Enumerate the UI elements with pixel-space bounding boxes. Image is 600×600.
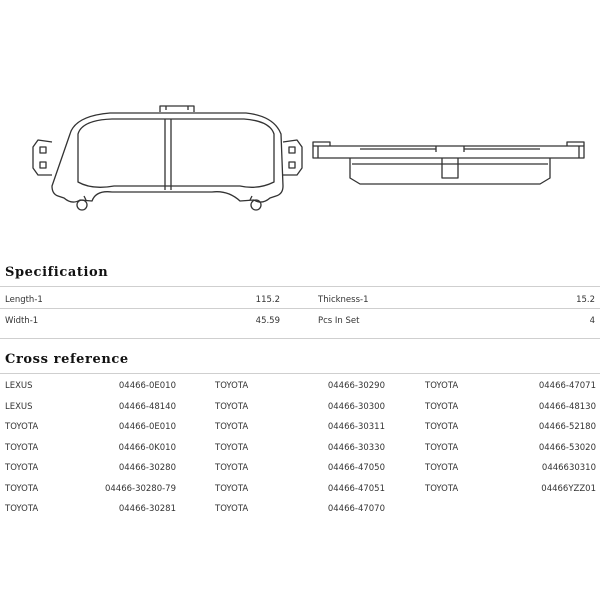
brand-name: TOYOTA (425, 463, 459, 473)
cross-reference-title: Cross reference (5, 352, 129, 367)
spec-value-width: 45.59 (255, 316, 280, 326)
divider (0, 338, 600, 339)
brand-name: TOYOTA (215, 463, 249, 473)
brand-name: TOYOTA (5, 443, 39, 453)
part-number: 04466-52180 (538, 422, 596, 432)
brand-name: TOYOTA (425, 484, 459, 494)
part-number: 04466-47051 (327, 484, 385, 494)
part-number: 04466-0E010 (118, 381, 176, 391)
brand-name: TOYOTA (425, 443, 459, 453)
part-number: 04466-30290 (327, 381, 385, 391)
brand-name: TOYOTA (215, 422, 249, 432)
brand-name: TOYOTA (425, 422, 459, 432)
divider (0, 373, 600, 374)
part-number: 04466-0K010 (118, 443, 176, 453)
spec-value-thickness: 15.2 (576, 295, 595, 305)
divider (0, 308, 600, 309)
brand-name: LEXUS (5, 381, 33, 391)
brand-name: TOYOTA (5, 463, 39, 473)
part-number: 04466-30330 (327, 443, 385, 453)
brand-name: TOYOTA (425, 381, 459, 391)
spec-value-pcs: 4 (589, 316, 595, 326)
spec-value-length: 115.2 (255, 295, 280, 305)
brand-name: TOYOTA (215, 402, 249, 412)
part-number: 04466-30280-79 (104, 484, 176, 494)
part-number: 04466-47071 (538, 381, 596, 391)
part-number: 04466-0E010 (118, 422, 176, 432)
brand-name: TOYOTA (5, 422, 39, 432)
brand-name: LEXUS (5, 402, 33, 412)
brand-name: TOYOTA (215, 504, 249, 514)
brand-name: TOYOTA (5, 504, 39, 514)
spec-label-length: Length-1 (5, 295, 43, 305)
part-number: 04466-30311 (327, 422, 385, 432)
spec-label-width: Width-1 (5, 316, 39, 326)
brake-pad-front-view (33, 106, 302, 210)
specification-title: Specification (5, 265, 109, 280)
brake-pad-side-view (313, 142, 584, 184)
brand-name: TOYOTA (425, 402, 459, 412)
part-number: 0446630310 (541, 463, 596, 473)
spec-label-pcs: Pcs In Set (318, 316, 360, 326)
part-number: 04466-30300 (327, 402, 385, 412)
part-number: 04466YZZ01 (541, 484, 596, 494)
brake-pad-drawing (0, 0, 600, 240)
brand-name: TOYOTA (215, 381, 249, 391)
brand-name: TOYOTA (5, 484, 39, 494)
brand-name: TOYOTA (215, 443, 249, 453)
part-number: 04466-30280 (118, 463, 176, 473)
brand-name: TOYOTA (215, 484, 249, 494)
divider (0, 286, 600, 287)
part-number: 04466-48140 (118, 402, 176, 412)
part-number: 04466-47050 (327, 463, 385, 473)
part-number: 04466-53020 (538, 443, 596, 453)
part-number: 04466-47070 (327, 504, 385, 514)
part-number: 04466-30281 (118, 504, 176, 514)
part-number: 04466-48130 (538, 402, 596, 412)
spec-label-thickness: Thickness-1 (318, 295, 369, 305)
